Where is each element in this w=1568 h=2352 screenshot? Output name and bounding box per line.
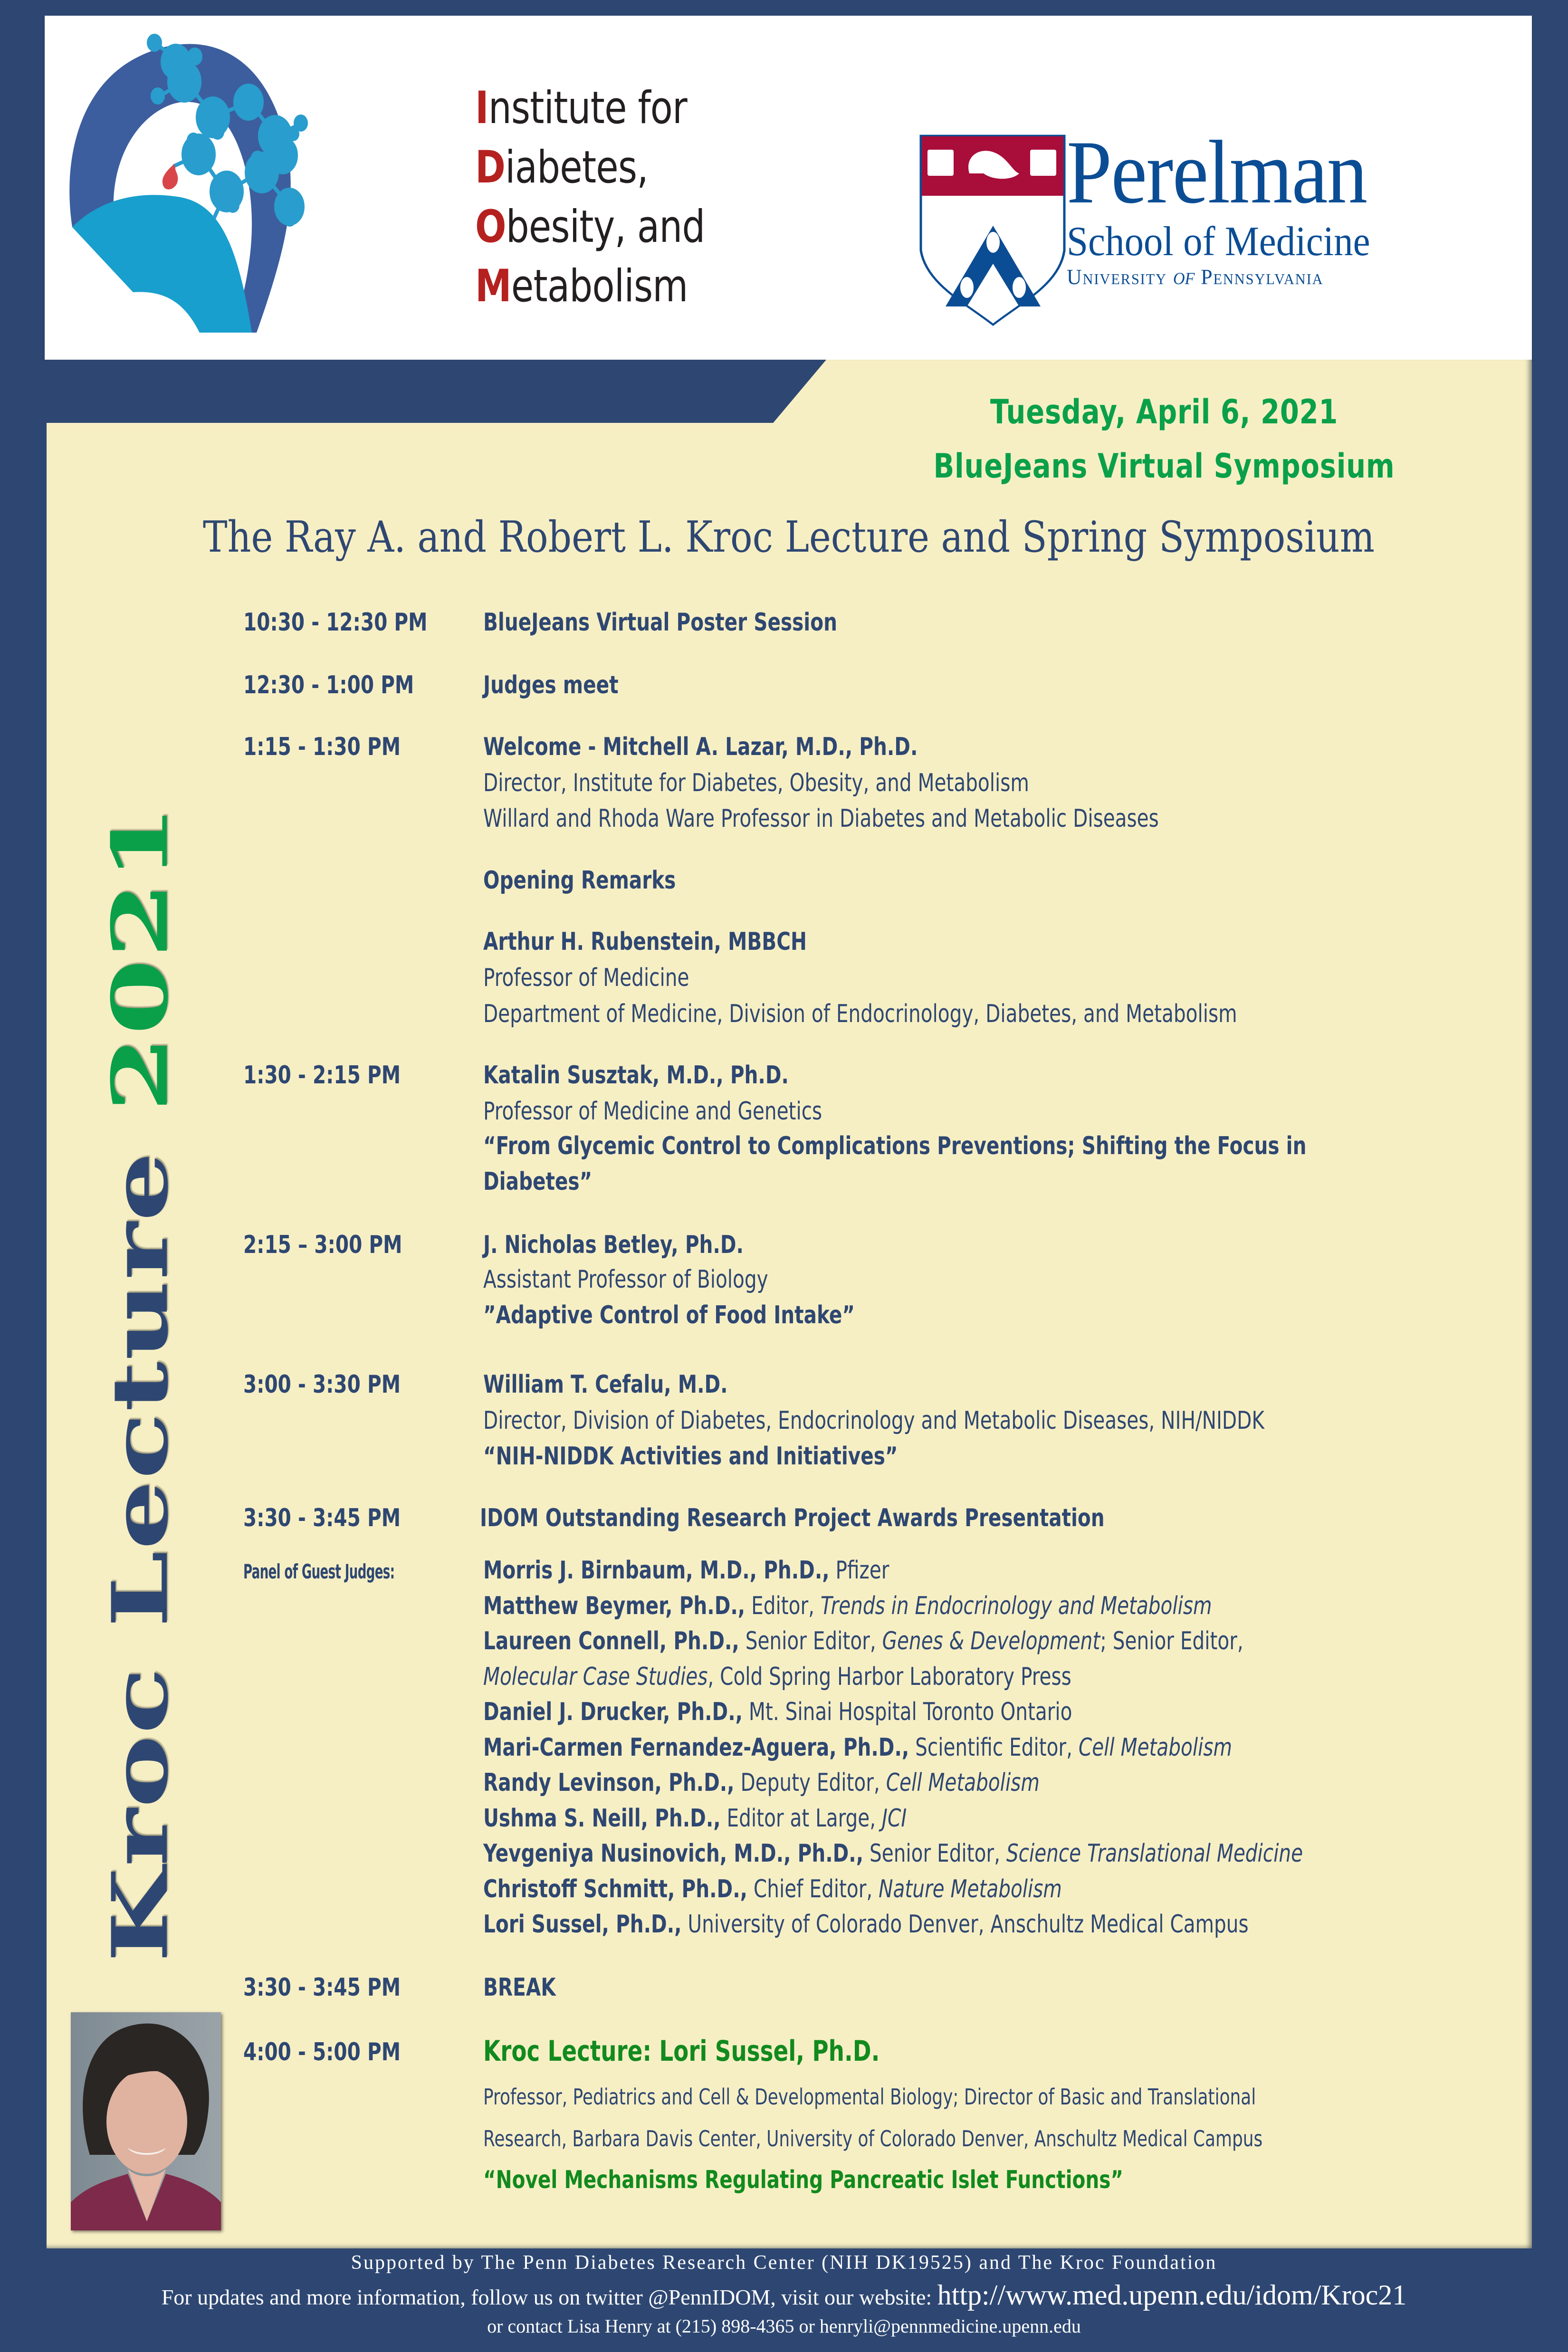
- footer-contact: or contact Lisa Henry at (215) 898-4365 or henryli@pennmedicine.upenn.edu: [487, 2315, 1081, 2337]
- schedule-time: 4:00 - 5:00 PM: [243, 2038, 401, 2066]
- footer-updates: For updates and more information, follow us on twitter @PennIDOM, visit our website: http://www.med.upenn.edu/idom/Kroc21: [161, 2279, 1407, 2311]
- judge-item: Ushma S. Neill, Ph.D., Editor at Large, JCI: [483, 1804, 907, 1833]
- judge-item: Lori Sussel, Ph.D., University of Colorado Denver, Anschultz Medical Campus: [483, 1910, 1249, 1939]
- schedule-title: BlueJeans Virtual Poster Session: [483, 608, 837, 637]
- keynote-title: Kroc Lecture: Lori Sussel, Ph.D.: [483, 2035, 880, 2068]
- idom-line-3: Obesity, and: [475, 201, 705, 253]
- schedule-time: 3:30 - 3:45 PM: [243, 1973, 401, 2002]
- penn-shield-icon: [917, 128, 1069, 328]
- talk-title: “NIH-NIDDK Activities and Initiatives”: [483, 1442, 898, 1471]
- schedule-time: 3:30 - 3:45 PM: [243, 1504, 401, 1532]
- perelman-title: Perelman: [1067, 123, 1367, 222]
- schedule-title: J. Nicholas Betley, Ph.D.: [483, 1231, 744, 1259]
- schedule-time: 1:30 - 2:15 PM: [243, 1061, 401, 1090]
- portrait-icon: [71, 2012, 221, 2230]
- schedule-detail: Professor, Pediatrics and Cell & Developmental Biology; Director of Basic and Translational: [483, 2084, 1256, 2110]
- schedule-detail: Research, Barbara Davis Center, University of Colorado Denver, Anschultz Medical Campus: [483, 2126, 1263, 2151]
- perelman-wordmark: [1067, 123, 1400, 290]
- schedule-title: Judges meet: [483, 671, 619, 699]
- judge-item: Yevgeniya Nusinovich, M.D., Ph.D., Senior Editor, Science Translational Medicine: [483, 1839, 1303, 1868]
- judge-item: Christoff Schmitt, Ph.D., Chief Editor, Nature Metabolism: [483, 1875, 1062, 1903]
- perelman-university: University of Pennsylvania: [1067, 263, 1324, 290]
- event-date: Tuesday, April 6, 2021: [990, 392, 1339, 431]
- footer-support: Supported by The Penn Diabetes Research Center (NIH DK19525) and The Kroc Foundation: [351, 2252, 1217, 2274]
- website-link[interactable]: http://www.med.upenn.edu/idom/Kroc21: [937, 2279, 1407, 2311]
- schedule-title: Opening Remarks: [483, 866, 676, 895]
- schedule-detail: Professor of Medicine and Genetics: [483, 1097, 822, 1126]
- judge-item: Randy Levinson, Ph.D., Deputy Editor, Cell Metabolism: [483, 1769, 1040, 1797]
- schedule-detail: Director, Institute for Diabetes, Obesity, and Metabolism: [483, 769, 1029, 797]
- idom-line-2: Diabetes,: [475, 142, 648, 193]
- judge-item: Morris J. Birnbaum, M.D., Ph.D., Pfizer: [483, 1556, 889, 1585]
- judge-item: Daniel J. Drucker, Ph.D., Mt. Sinai Hospital Toronto Ontario: [483, 1698, 1072, 1726]
- judge-item-continued: Molecular Case Studies, Cold Spring Harbor Laboratory Press: [483, 1663, 1071, 1691]
- schedule-title: Welcome - Mitchell A. Lazar, M.D., Ph.D.: [483, 733, 918, 761]
- decorative-tab: [45, 360, 826, 423]
- schedule-time: 10:30 - 12:30 PM: [243, 608, 428, 637]
- schedule-title: Arthur H. Rubenstein, MBBCH: [483, 927, 807, 956]
- schedule-title: William T. Cefalu, M.D.: [483, 1370, 728, 1399]
- event-venue: BlueJeans Virtual Symposium: [933, 447, 1395, 486]
- schedule-title: Katalin Susztak, M.D., Ph.D.: [483, 1061, 789, 1090]
- talk-title: Diabetes”: [483, 1167, 593, 1196]
- speaker-photo: [71, 2012, 221, 2230]
- schedule-detail: Director, Division of Diabetes, Endocrinology and Metabolic Diseases, NIH/NIDDK: [483, 1406, 1264, 1435]
- event-date-block: [808, 385, 1520, 493]
- schedule-time: 1:15 - 1:30 PM: [243, 733, 401, 761]
- schedule-time: 2:15 – 3:00 PM: [243, 1231, 402, 1259]
- talk-title: ”Adaptive Control of Food Intake”: [483, 1301, 855, 1329]
- schedule-time: 3:00 - 3:30 PM: [243, 1370, 401, 1399]
- schedule-title: IDOM Outstanding Research Project Awards Presentation: [480, 1504, 1105, 1532]
- schedule-detail: Willard and Rhoda Ware Professor in Diabetes and Metabolic Diseases: [483, 804, 1159, 833]
- idom-molecule-logo-icon: [62, 24, 442, 333]
- judge-item: Matthew Beymer, Ph.D., Editor, Trends in Endocrinology and Metabolism: [483, 1592, 1212, 1620]
- event-title: The Ray A. and Robert L. Kroc Lecture and Spring Symposium: [203, 512, 1375, 562]
- schedule-detail: Assistant Professor of Biology: [483, 1265, 768, 1294]
- schedule-time: 12:30 - 1:00 PM: [243, 671, 414, 699]
- keynote-talk-title: “Novel Mechanisms Regulating Pancreatic Islet Functions”: [483, 2166, 1124, 2194]
- judges-label: Panel of Guest Judges:: [243, 1560, 395, 1583]
- schedule-detail: Department of Medicine, Division of Endocrinology, Diabetes, and Metabolism: [483, 1000, 1237, 1028]
- idom-line-1: Institute for: [475, 82, 687, 134]
- idom-wordmark: [475, 78, 705, 316]
- judge-item: Mari-Carmen Fernandez-Aguera, Ph.D., Scientific Editor, Cell Metabolism: [483, 1733, 1233, 1762]
- vertical-title: Kroc Lecture 2021: [95, 804, 185, 1962]
- talk-title: “From Glycemic Control to Complications Preventions; Shifting the Focus in: [483, 1132, 1307, 1160]
- schedule-detail: Professor of Medicine: [483, 964, 689, 992]
- idom-line-4: Metabolism: [475, 260, 688, 312]
- perelman-school: School of Medicine: [1067, 219, 1370, 265]
- schedule-title: BREAK: [483, 1973, 556, 2002]
- judge-item: Laureen Connell, Ph.D., Senior Editor, Genes & Development; Senior Editor,: [483, 1627, 1243, 1655]
